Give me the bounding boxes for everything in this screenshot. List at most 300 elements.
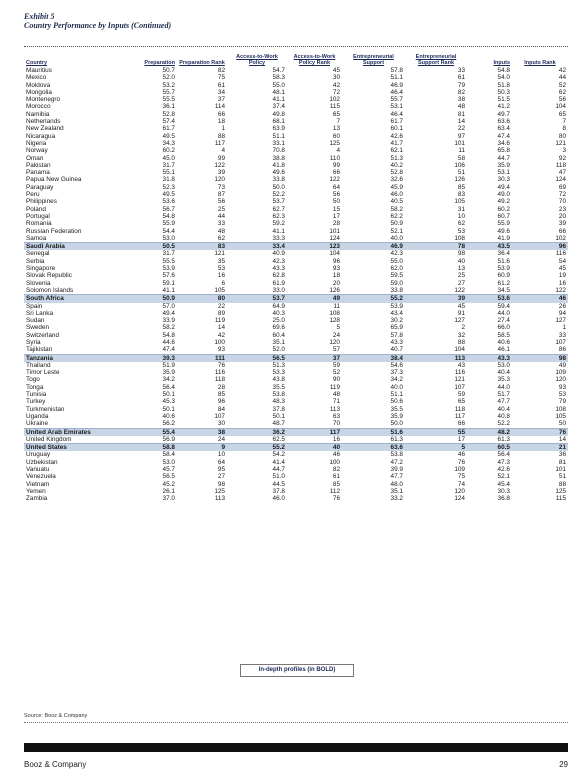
value-cell: 125 <box>214 487 225 495</box>
value-cell: 48.7 <box>272 420 285 428</box>
value-cell: 61.3 <box>390 435 403 443</box>
value-cell: 50.6 <box>390 398 403 406</box>
value-cell: 56.5 <box>227 354 287 362</box>
country-name-cell: Sweden <box>26 324 50 332</box>
value-cell: 54.8 <box>162 331 175 339</box>
value-cell: 45.3 <box>162 398 175 406</box>
value-cell: 33.2 <box>390 495 403 503</box>
value-cell: 100 <box>214 338 225 346</box>
country-name-cell: Togo <box>26 376 40 384</box>
value-cell: 48.3 <box>272 398 285 406</box>
footer-bar <box>24 743 568 752</box>
table-row <box>24 481 568 488</box>
value-cell: 46.4 <box>390 88 403 96</box>
country-name-cell: Tonga <box>26 383 44 391</box>
country-name-cell: Timor Leste <box>26 369 60 377</box>
value-cell: 39.3 <box>129 354 177 362</box>
value-cell: 45 <box>558 265 566 273</box>
value-cell: 91 <box>457 309 465 317</box>
value-cell: 31 <box>457 205 465 213</box>
table-row <box>24 118 568 125</box>
value-cell: 4 <box>336 147 340 155</box>
country-name-cell: United States <box>24 444 129 452</box>
country-name-cell: Namibia <box>26 110 50 118</box>
value-cell: 107 <box>454 383 465 391</box>
value-cell: 35.5 <box>272 383 285 391</box>
value-cell: 102 <box>555 234 566 242</box>
value-cell: 35.9 <box>497 161 510 169</box>
value-cell: 40.5 <box>390 198 403 206</box>
page-number: 29 <box>559 760 568 769</box>
value-cell: 63.6 <box>497 118 510 126</box>
value-cell: 54.0 <box>497 74 510 82</box>
value-cell: 89 <box>217 309 225 317</box>
value-cell: 33 <box>217 220 225 228</box>
table-row <box>24 287 568 295</box>
value-cell: 56 <box>558 96 566 104</box>
value-cell: 108 <box>329 309 340 317</box>
value-cell: 126 <box>454 176 465 184</box>
table-row <box>24 339 568 346</box>
value-cell: 43.5 <box>467 243 512 251</box>
value-cell: 50.9 <box>390 220 403 228</box>
value-cell: 43.3 <box>272 265 285 273</box>
value-cell: 44 <box>217 212 225 220</box>
value-cell: 34.3 <box>162 139 175 147</box>
value-cell: 38 <box>457 96 465 104</box>
country-name-cell: Morocco <box>26 103 51 111</box>
value-cell: 96 <box>512 243 568 251</box>
value-cell: 41.9 <box>497 234 510 242</box>
value-cell: 58.8 <box>129 444 177 452</box>
value-cell: 44.0 <box>497 309 510 317</box>
value-cell: 42.6 <box>390 132 403 140</box>
value-cell: 14 <box>217 324 225 332</box>
value-cell: 40.8 <box>497 412 510 420</box>
table-row <box>24 82 568 89</box>
value-cell: 59.5 <box>390 272 403 280</box>
table-row <box>24 228 568 235</box>
value-cell: 75 <box>457 473 465 481</box>
value-cell: 120 <box>329 338 340 346</box>
table-row <box>24 362 568 369</box>
value-cell: 28 <box>217 383 225 391</box>
value-cell: 113 <box>405 354 467 362</box>
header-divider <box>24 46 568 47</box>
value-cell: 101 <box>555 466 566 474</box>
table-row <box>24 295 568 303</box>
value-cell: 9 <box>177 444 227 452</box>
value-cell: 105 <box>214 286 225 294</box>
value-cell: 65 <box>457 398 465 406</box>
exhibit-title: Country Performance by Inputs (Continued) <box>24 21 172 30</box>
value-cell: 113 <box>214 495 225 503</box>
value-cell: 33.3 <box>272 234 285 242</box>
value-cell: 50.1 <box>162 391 175 399</box>
country-name-cell: Panama <box>26 169 50 177</box>
value-cell: 55.5 <box>162 96 175 104</box>
value-cell: 19 <box>558 272 566 280</box>
table-row <box>24 96 568 103</box>
table-row <box>24 220 568 227</box>
value-cell: 50.5 <box>129 243 177 251</box>
value-cell: 112 <box>329 487 340 495</box>
value-cell: 108 <box>454 234 465 242</box>
table-row <box>24 265 568 272</box>
value-cell: 38 <box>177 428 227 436</box>
value-cell: 106 <box>454 161 465 169</box>
country-name-cell: Portugal <box>26 212 50 220</box>
value-cell: 88 <box>558 480 566 488</box>
value-cell: 98 <box>512 354 568 362</box>
value-cell: 16 <box>558 279 566 287</box>
country-name-cell: Paraguay <box>26 183 54 191</box>
value-cell: 81 <box>558 458 566 466</box>
value-cell: 115 <box>329 103 340 111</box>
value-cell: 63.4 <box>497 125 510 133</box>
value-cell: 44.7 <box>497 154 510 162</box>
value-cell: 48 <box>457 103 465 111</box>
value-cell: 60.7 <box>497 212 510 220</box>
value-cell: 42.3 <box>272 257 285 265</box>
value-cell: 60.9 <box>497 272 510 280</box>
value-cell: 111 <box>177 354 227 362</box>
table-row <box>24 466 568 473</box>
value-cell: 40.6 <box>162 412 175 420</box>
country-name-cell: New Zealand <box>26 125 64 133</box>
value-cell: 44.6 <box>162 338 175 346</box>
value-cell: 51.1 <box>390 391 403 399</box>
value-cell: 49.6 <box>272 169 285 177</box>
value-cell: 53.8 <box>390 451 403 459</box>
country-performance-table <box>24 49 568 503</box>
value-cell: 47.3 <box>497 458 510 466</box>
value-cell: 120 <box>214 176 225 184</box>
value-cell: 52 <box>558 81 566 89</box>
value-cell: 51 <box>558 473 566 481</box>
value-cell: 14 <box>558 435 566 443</box>
value-cell: 93 <box>332 265 340 273</box>
country-name-cell: Tanzania <box>24 354 129 362</box>
value-cell: 69 <box>558 183 566 191</box>
value-cell: 30 <box>217 420 225 428</box>
value-cell: 38.4 <box>342 354 405 362</box>
column-header-label: Entrepreneurial Support Rank <box>415 54 457 66</box>
value-cell: 53.6 <box>467 295 512 303</box>
value-cell: 26 <box>558 302 566 310</box>
value-cell: 53.7 <box>227 295 287 303</box>
value-cell: 81 <box>457 110 465 118</box>
value-cell: 52.8 <box>162 110 175 118</box>
value-cell: 52.3 <box>162 183 175 191</box>
value-cell: 40.4 <box>497 405 510 413</box>
value-cell: 50.7 <box>162 67 175 74</box>
value-cell: 60.1 <box>390 125 403 133</box>
value-cell: 10 <box>457 212 465 220</box>
table-row <box>24 406 568 413</box>
bold-legend-box: In-depth profiles (in BOLD) <box>240 664 354 677</box>
table-row <box>24 198 568 205</box>
value-cell: 65 <box>558 110 566 118</box>
value-cell: 68.1 <box>272 118 285 126</box>
value-cell: 76 <box>457 458 465 466</box>
value-cell: 52.2 <box>497 420 510 428</box>
value-cell: 34.2 <box>390 376 403 384</box>
value-cell: 51.6 <box>497 257 510 265</box>
table-row <box>24 155 568 162</box>
value-cell: 46 <box>457 451 465 459</box>
value-cell: 53.0 <box>497 361 510 369</box>
table-row <box>24 243 568 251</box>
value-cell: 79 <box>558 398 566 406</box>
value-cell: 82 <box>332 466 340 474</box>
value-cell: 82 <box>457 88 465 96</box>
table-row <box>24 89 568 96</box>
value-cell: 62 <box>457 220 465 228</box>
country-name-cell: Mexico <box>26 74 47 82</box>
value-cell: 62.3 <box>272 212 285 220</box>
table-row <box>24 235 568 243</box>
country-name-cell: Yemen <box>26 487 46 495</box>
value-cell: 24 <box>217 435 225 443</box>
table-row <box>24 125 568 132</box>
value-cell: 92 <box>558 154 566 162</box>
value-cell: 35.9 <box>390 412 403 420</box>
value-cell: 58 <box>457 154 465 162</box>
value-cell: 61.2 <box>497 279 510 287</box>
value-cell: 47.7 <box>390 473 403 481</box>
value-cell: 117 <box>214 139 225 147</box>
value-cell: 41.4 <box>272 458 285 466</box>
value-cell: 50 <box>332 198 340 206</box>
value-cell: 38.8 <box>272 154 285 162</box>
value-cell: 61 <box>457 74 465 82</box>
value-cell: 53 <box>558 391 566 399</box>
country-name-cell: Solomon Islands <box>26 286 74 294</box>
value-cell: 31.7 <box>162 161 175 169</box>
value-cell: 124 <box>555 176 566 184</box>
value-cell: 34.6 <box>497 139 510 147</box>
table-row <box>24 67 568 74</box>
value-cell: 53.2 <box>162 81 175 89</box>
value-cell: 32 <box>457 331 465 339</box>
value-cell: 80 <box>558 132 566 140</box>
value-cell: 48 <box>332 391 340 399</box>
value-cell: 99 <box>217 154 225 162</box>
country-name-cell: Uruguay <box>26 451 51 459</box>
table-row <box>24 303 568 310</box>
country-name-cell: Saudi Arabia <box>24 243 129 251</box>
value-cell: 64 <box>332 183 340 191</box>
value-cell: 53.9 <box>497 265 510 273</box>
table-row <box>24 473 568 480</box>
value-cell: 64 <box>217 458 225 466</box>
value-cell: 46.0 <box>272 495 285 503</box>
value-cell: 60.2 <box>162 147 175 155</box>
value-cell: 70.8 <box>272 147 285 155</box>
value-cell: 1 <box>562 324 566 332</box>
value-cell: 124 <box>329 234 340 242</box>
value-cell: 14 <box>457 118 465 126</box>
value-cell: 62 <box>558 88 566 96</box>
value-cell: 2 <box>461 324 465 332</box>
value-cell: 54.2 <box>272 451 285 459</box>
col-inputs-rank-header <box>512 49 568 67</box>
value-cell: 57.0 <box>162 302 175 310</box>
value-cell: 39.9 <box>390 466 403 474</box>
value-cell: 40.0 <box>390 383 403 391</box>
value-cell: 54.4 <box>162 227 175 235</box>
country-name-cell: Ukraine <box>26 420 49 428</box>
country-name-cell: Oman <box>26 154 44 162</box>
value-cell: 41.1 <box>272 96 285 104</box>
table-row <box>24 280 568 287</box>
value-cell: 51.1 <box>272 132 285 140</box>
table-row <box>24 111 568 118</box>
value-cell: 8 <box>562 125 566 133</box>
value-cell: 118 <box>454 405 465 413</box>
table-row <box>24 74 568 81</box>
value-cell: 57.4 <box>162 118 175 126</box>
value-cell: 55.1 <box>162 169 175 177</box>
value-cell: 118 <box>214 376 225 384</box>
value-cell: 36.2 <box>227 428 287 436</box>
value-cell: 49.0 <box>497 191 510 199</box>
value-cell: 39 <box>558 220 566 228</box>
value-cell: 37.0 <box>162 495 175 503</box>
country-name-cell: Romania <box>26 220 52 228</box>
value-cell: 66 <box>558 227 566 235</box>
value-cell: 72 <box>558 191 566 199</box>
value-cell: 18 <box>332 272 340 280</box>
value-cell: 51.7 <box>497 391 510 399</box>
value-cell: 127 <box>454 317 465 325</box>
country-name-cell: Poland <box>26 205 46 213</box>
value-cell: 63 <box>332 412 340 420</box>
value-cell: 35.5 <box>390 405 403 413</box>
value-cell: 75 <box>217 74 225 82</box>
value-cell: 27 <box>217 473 225 481</box>
value-cell: 56 <box>217 198 225 206</box>
value-cell: 54.6 <box>390 361 403 369</box>
value-cell: 15 <box>332 205 340 213</box>
value-cell: 33.1 <box>272 139 285 147</box>
table-row <box>24 184 568 191</box>
value-cell: 66 <box>217 110 225 118</box>
value-cell: 62 <box>217 234 225 242</box>
table-row <box>24 324 568 331</box>
table-row <box>24 317 568 324</box>
value-cell: 5 <box>405 444 467 452</box>
value-cell: 37 <box>287 354 342 362</box>
value-cell: 44.5 <box>272 480 285 488</box>
value-cell: 33 <box>457 67 465 74</box>
value-cell: 7 <box>562 118 566 126</box>
value-cell: 98 <box>217 480 225 488</box>
value-cell: 104 <box>454 346 465 354</box>
table-row <box>24 147 568 154</box>
value-cell: 107 <box>214 412 225 420</box>
value-cell: 41.1 <box>162 286 175 294</box>
value-cell: 33.8 <box>390 286 403 294</box>
value-cell: 42 <box>332 81 340 89</box>
value-cell: 40.3 <box>272 309 285 317</box>
value-cell: 88 <box>217 132 225 140</box>
value-cell: 83 <box>177 243 227 251</box>
value-cell: 30.3 <box>497 176 510 184</box>
value-cell: 51.0 <box>272 473 285 481</box>
value-cell: 43.8 <box>272 376 285 384</box>
value-cell: 122 <box>555 286 566 294</box>
value-cell: 73 <box>217 183 225 191</box>
value-cell: 41.7 <box>390 139 403 147</box>
value-cell: 25 <box>217 205 225 213</box>
value-cell: 98 <box>457 250 465 258</box>
value-cell: 115 <box>555 495 566 503</box>
value-cell: 107 <box>555 338 566 346</box>
value-cell: 59.0 <box>390 279 403 287</box>
table-row <box>24 413 568 420</box>
value-cell: 116 <box>214 369 225 377</box>
column-header-label: Inputs <box>493 60 510 66</box>
value-cell: 31.7 <box>162 250 175 258</box>
value-cell: 52.0 <box>272 346 285 354</box>
value-cell: 50.9 <box>129 295 177 303</box>
country-name-cell: Tunisia <box>26 391 47 399</box>
value-cell: 18 <box>217 118 225 126</box>
value-cell: 39 <box>217 169 225 177</box>
value-cell: 25 <box>457 272 465 280</box>
value-cell: 56.2 <box>162 420 175 428</box>
value-cell: 52.1 <box>497 473 510 481</box>
value-cell: 30.2 <box>390 317 403 325</box>
value-cell: 125 <box>329 139 340 147</box>
value-cell: 53.7 <box>272 198 285 206</box>
value-cell: 62.7 <box>272 205 285 213</box>
value-cell: 42 <box>217 331 225 339</box>
value-cell: 102 <box>329 96 340 104</box>
value-cell: 30 <box>332 74 340 82</box>
value-cell: 50 <box>558 420 566 428</box>
value-cell: 51.3 <box>272 361 285 369</box>
country-name-cell: Montenegro <box>26 96 61 104</box>
country-name-cell: Samoa <box>26 234 47 242</box>
value-cell: 7 <box>336 118 340 126</box>
value-cell: 40.2 <box>390 161 403 169</box>
value-cell: 104 <box>329 250 340 258</box>
value-cell: 37.8 <box>272 405 285 413</box>
value-cell: 50.3 <box>497 88 510 96</box>
table-row <box>24 376 568 383</box>
value-cell: 51.1 <box>390 74 403 82</box>
value-cell: 120 <box>555 376 566 384</box>
value-cell: 56.9 <box>162 435 175 443</box>
value-cell: 53 <box>217 265 225 273</box>
value-cell: 53.6 <box>162 198 175 206</box>
value-cell: 49.2 <box>497 198 510 206</box>
country-name-cell: Sudan <box>26 317 45 325</box>
value-cell: 45 <box>457 302 465 310</box>
value-cell: 44.0 <box>497 383 510 391</box>
column-header-label: Country <box>26 60 48 66</box>
value-cell: 63.6 <box>342 444 405 452</box>
value-cell: 1 <box>221 125 225 133</box>
value-cell: 16 <box>217 272 225 280</box>
value-cell: 33 <box>558 331 566 339</box>
value-cell: 117 <box>287 428 342 436</box>
value-cell: 49 <box>287 295 342 303</box>
value-cell: 122 <box>329 176 340 184</box>
